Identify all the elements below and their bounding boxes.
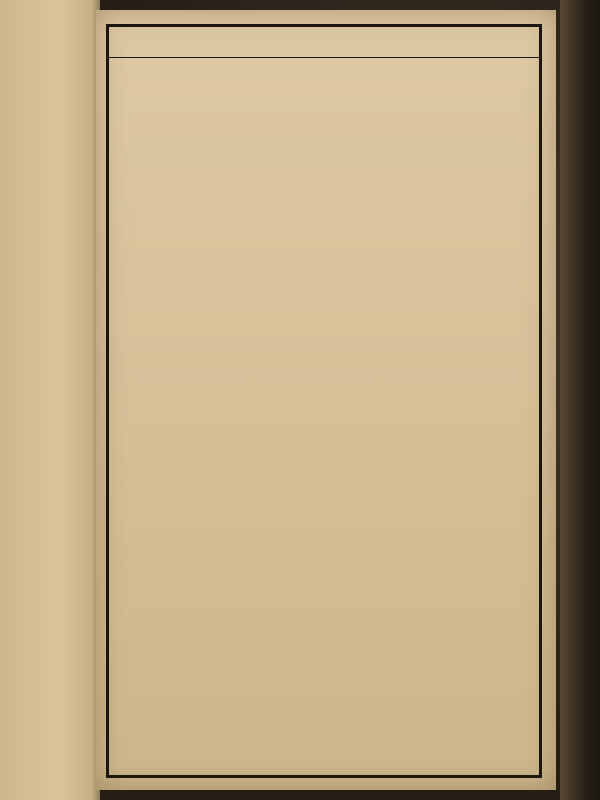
page-header [109,33,539,53]
header-rule [109,57,539,58]
left-page [0,0,100,800]
bill-of-mortality-page [96,10,556,790]
table-frame [106,24,542,778]
book-edge [560,0,600,800]
